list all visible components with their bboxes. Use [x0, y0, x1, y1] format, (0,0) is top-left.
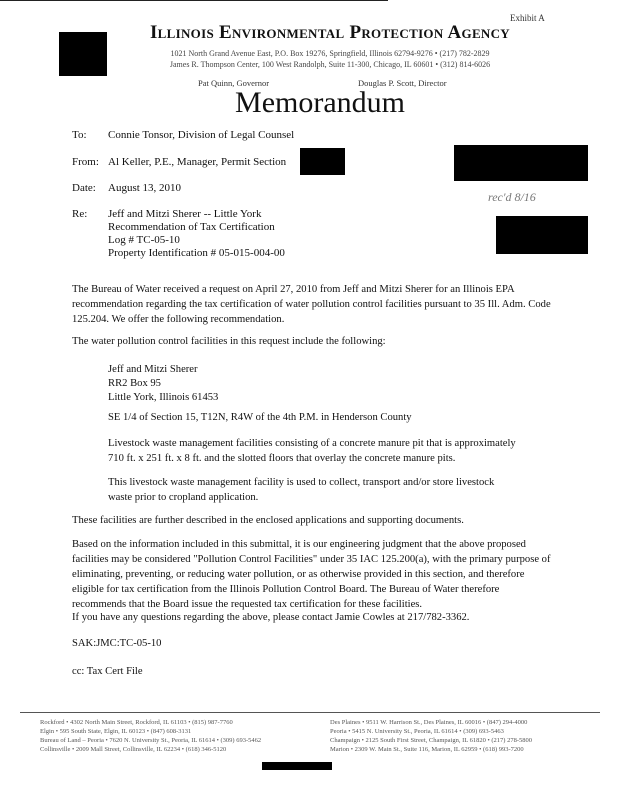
reference-initials: SAK:JMC:TC-05-10 [72, 638, 162, 649]
redaction-block-1 [300, 148, 345, 175]
redaction-block-3 [496, 216, 588, 254]
footer-office: Peoria • 5415 N. University St., Peoria, IL 61614 • (309) 693-5463 [330, 728, 504, 735]
footer-redaction [262, 762, 332, 770]
paragraph-judgment: Based on the information included in this submittal, it is our engineering judgment that the above proposed facilities may be considered "Pollution Control Facilities" under 35 IAC 125.200(a), with the primary purpose of eliminating, preventing, or reducing water pollution, or as otherwise provided in this section, and therefore eligible for tax certification from the Illinois Pollution Control Board. The Bureau of Water therefore recommends that the Board issue the requested tax certification for these facilities. [72, 539, 551, 610]
agency-name: Illinois Environmental Protection Agency [149, 22, 510, 43]
facility-purpose: This livestock waste management facility is used to collect, transport and/or store livestock waste prior to cropland application. [108, 477, 495, 503]
paragraph-intro: The Bureau of Water received a request on April 27, 2010 from Jeff and Mitzi Sherer for an Illinois EPA recommendation regarding the tax certification of water pollution control facilities pursuant to 35 Ill. Adm. Code 125.204. We offer the following recommendation. [72, 284, 551, 325]
from-value: Al Keller, P.E., Manager, Permit Section [108, 156, 287, 168]
agency-logo-redaction [59, 32, 107, 76]
memo-title: Memorandum [235, 86, 405, 119]
footer-office: Elgin • 595 South State, Elgin, IL 60123 • (847) 608-3131 [40, 728, 192, 735]
exhibit-label: Exhibit A [510, 13, 545, 23]
re-line: Jeff and Mitzi Sherer -- Little York [108, 208, 262, 220]
received-stamp: rec'd 8/16 [488, 190, 536, 204]
applicant-address-line: Little York, Illinois 61453 [108, 392, 219, 403]
agency-address-1: 1021 North Grand Avenue East, P.O. Box 19276, Springfield, Illinois 62794-9276 • (217) 782-2829 [170, 49, 490, 58]
agency-address-2: James R. Thompson Center, 100 West Randolph, Suite 11-300, Chicago, IL 60601 • (312) 814-6026 [169, 60, 491, 69]
paragraph-facilities: The water pollution control facilities in this request include the following: [72, 336, 386, 347]
property-location: SE 1/4 of Section 15, T12N, R4W of the 4th P.M. in Henderson County [108, 412, 412, 423]
header-divider [0, 0, 388, 1]
paragraph-contact: If you have any questions regarding the above, please contact Jamie Cowles at 217/782-3362. [72, 612, 470, 623]
to-value: Connie Tonsor, Division of Legal Counsel [108, 129, 295, 141]
date-value: August 13, 2010 [108, 182, 182, 194]
re-line: Property Identification # 05-015-004-00 [108, 247, 285, 259]
applicant-address-line: RR2 Box 95 [108, 378, 161, 389]
footer-left [40, 718, 261, 754]
redaction-block-2 [454, 145, 588, 181]
footer-office: Rockford • 4302 North Main Street, Rockford, IL 61103 • (815) 987-7760 [40, 719, 233, 726]
cc-line: cc: Tax Cert File [72, 666, 143, 677]
footer-office: Collinsville • 2009 Mall Street, Collinsville, IL 62234 • (618) 346-5120 [40, 746, 227, 753]
re-label: Re: [72, 208, 88, 220]
footer-office: Des Plaines • 9511 W. Harrison St., Des Plaines, IL 60016 • (847) 294-4000 [330, 719, 528, 726]
footer-divider [20, 712, 600, 713]
facility-description: Livestock waste management facilities consisting of a concrete manure pit that is approximately 710 ft. x 251 ft. x 8 ft. and the slotted floors that overlay the concrete manure pits. [108, 438, 516, 464]
director-name: Douglas P. Scott, Director [358, 78, 447, 88]
from-label: From: [72, 156, 99, 168]
applicant-address-line: Jeff and Mitzi Sherer [108, 364, 198, 375]
footer-office: Bureau of Land – Peoria • 7620 N. University St., Peoria, IL 61614 • (309) 693-5462 [40, 737, 262, 744]
footer-right [330, 718, 532, 754]
paragraph-documents: These facilities are further described in the enclosed applications and supporting documents. [72, 515, 464, 526]
footer-office: Marion • 2309 W. Main St., Suite 116, Marion, IL 62959 • (618) 993-7200 [330, 746, 524, 753]
governor-name: Pat Quinn, Governor [198, 78, 270, 88]
to-label: To: [72, 129, 87, 141]
date-label: Date: [72, 182, 96, 194]
footer-office: Champaign • 2125 South First Street, Champaign, IL 61820 • (217) 278-5800 [330, 737, 533, 744]
re-line: Recommendation of Tax Certification [108, 221, 275, 233]
re-line: Log # TC-05-10 [108, 234, 180, 246]
